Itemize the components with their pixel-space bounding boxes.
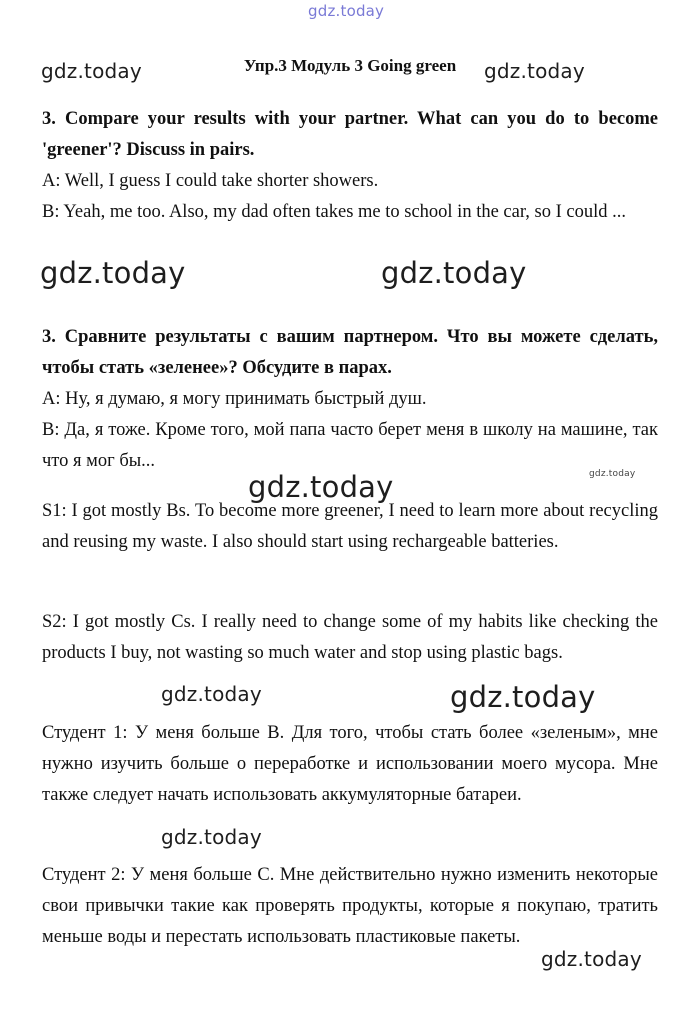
russian-line-b: В: Да, я тоже. Кроме того, мой папа часто берет меня в школу на машине, так что я мог бы...: [42, 420, 658, 471]
english-line-b: B: Yeah, me too. Also, my dad often takes me to school in the car, so I could ...: [42, 202, 626, 222]
answer-s1-ru: [42, 718, 658, 811]
answer-s2-text: S2: I got mostly Cs. I really need to change some of my habits like checking the products I buy, not wasting so much water and stop using plastic bags.: [42, 612, 658, 663]
russian-task-block: [42, 322, 658, 477]
watermark: gdz.today: [248, 470, 394, 504]
watermark: gdz.today: [40, 256, 186, 290]
watermark: gdz.today: [541, 947, 642, 971]
russian-line-a: А: Ну, я думаю, я могу принимать быстрый душ.: [42, 389, 427, 409]
russian-task: 3. Сравните результаты с вашим партнером. Что вы можете сделать, чтобы стать «зеленее»? Обсудите в парах.: [42, 327, 658, 378]
answer-s2-en: [42, 607, 658, 669]
watermark-top: gdz.today: [308, 2, 385, 20]
answer-s1-ru-text: Студент 1: У меня больше В. Для того, чтобы стать более «зеленым», мне нужно изучить больше о переработке и использовании моего мусора. Мне также следует начать использовать аккумуляторные батареи.: [42, 723, 658, 805]
answer-s2-ru: [42, 860, 658, 953]
watermark: gdz.today: [484, 59, 585, 83]
answer-s1-en: [42, 496, 658, 558]
watermark: gdz.today: [161, 825, 262, 849]
answer-s2-ru-text: Студент 2: У меня больше С. Мне действительно нужно изменить некоторые свои привычки такие как проверять продукты, которые я покупаю, тратить меньше воды и перестать использовать пластиковые пакеты.: [42, 865, 658, 947]
watermark: gdz.today: [41, 59, 142, 83]
watermark-small: gdz.today: [589, 469, 636, 479]
watermark: gdz.today: [381, 256, 527, 290]
watermark: gdz.today: [450, 680, 596, 714]
watermark: gdz.today: [161, 682, 262, 706]
english-line-a: A: Well, I guess I could take shorter showers.: [42, 171, 379, 191]
english-task-block: [42, 104, 658, 228]
page-title: Упр.3 Модуль 3 Going green: [243, 56, 457, 75]
english-task: 3. Compare your results with your partner. What can you do to become 'greener'? Discuss in pairs.: [42, 109, 658, 160]
answer-s1-text: S1: I got mostly Bs. To become more greener, I need to learn more about recycling and reusing my waste. I also should start using rechargeable batteries.: [42, 501, 658, 552]
